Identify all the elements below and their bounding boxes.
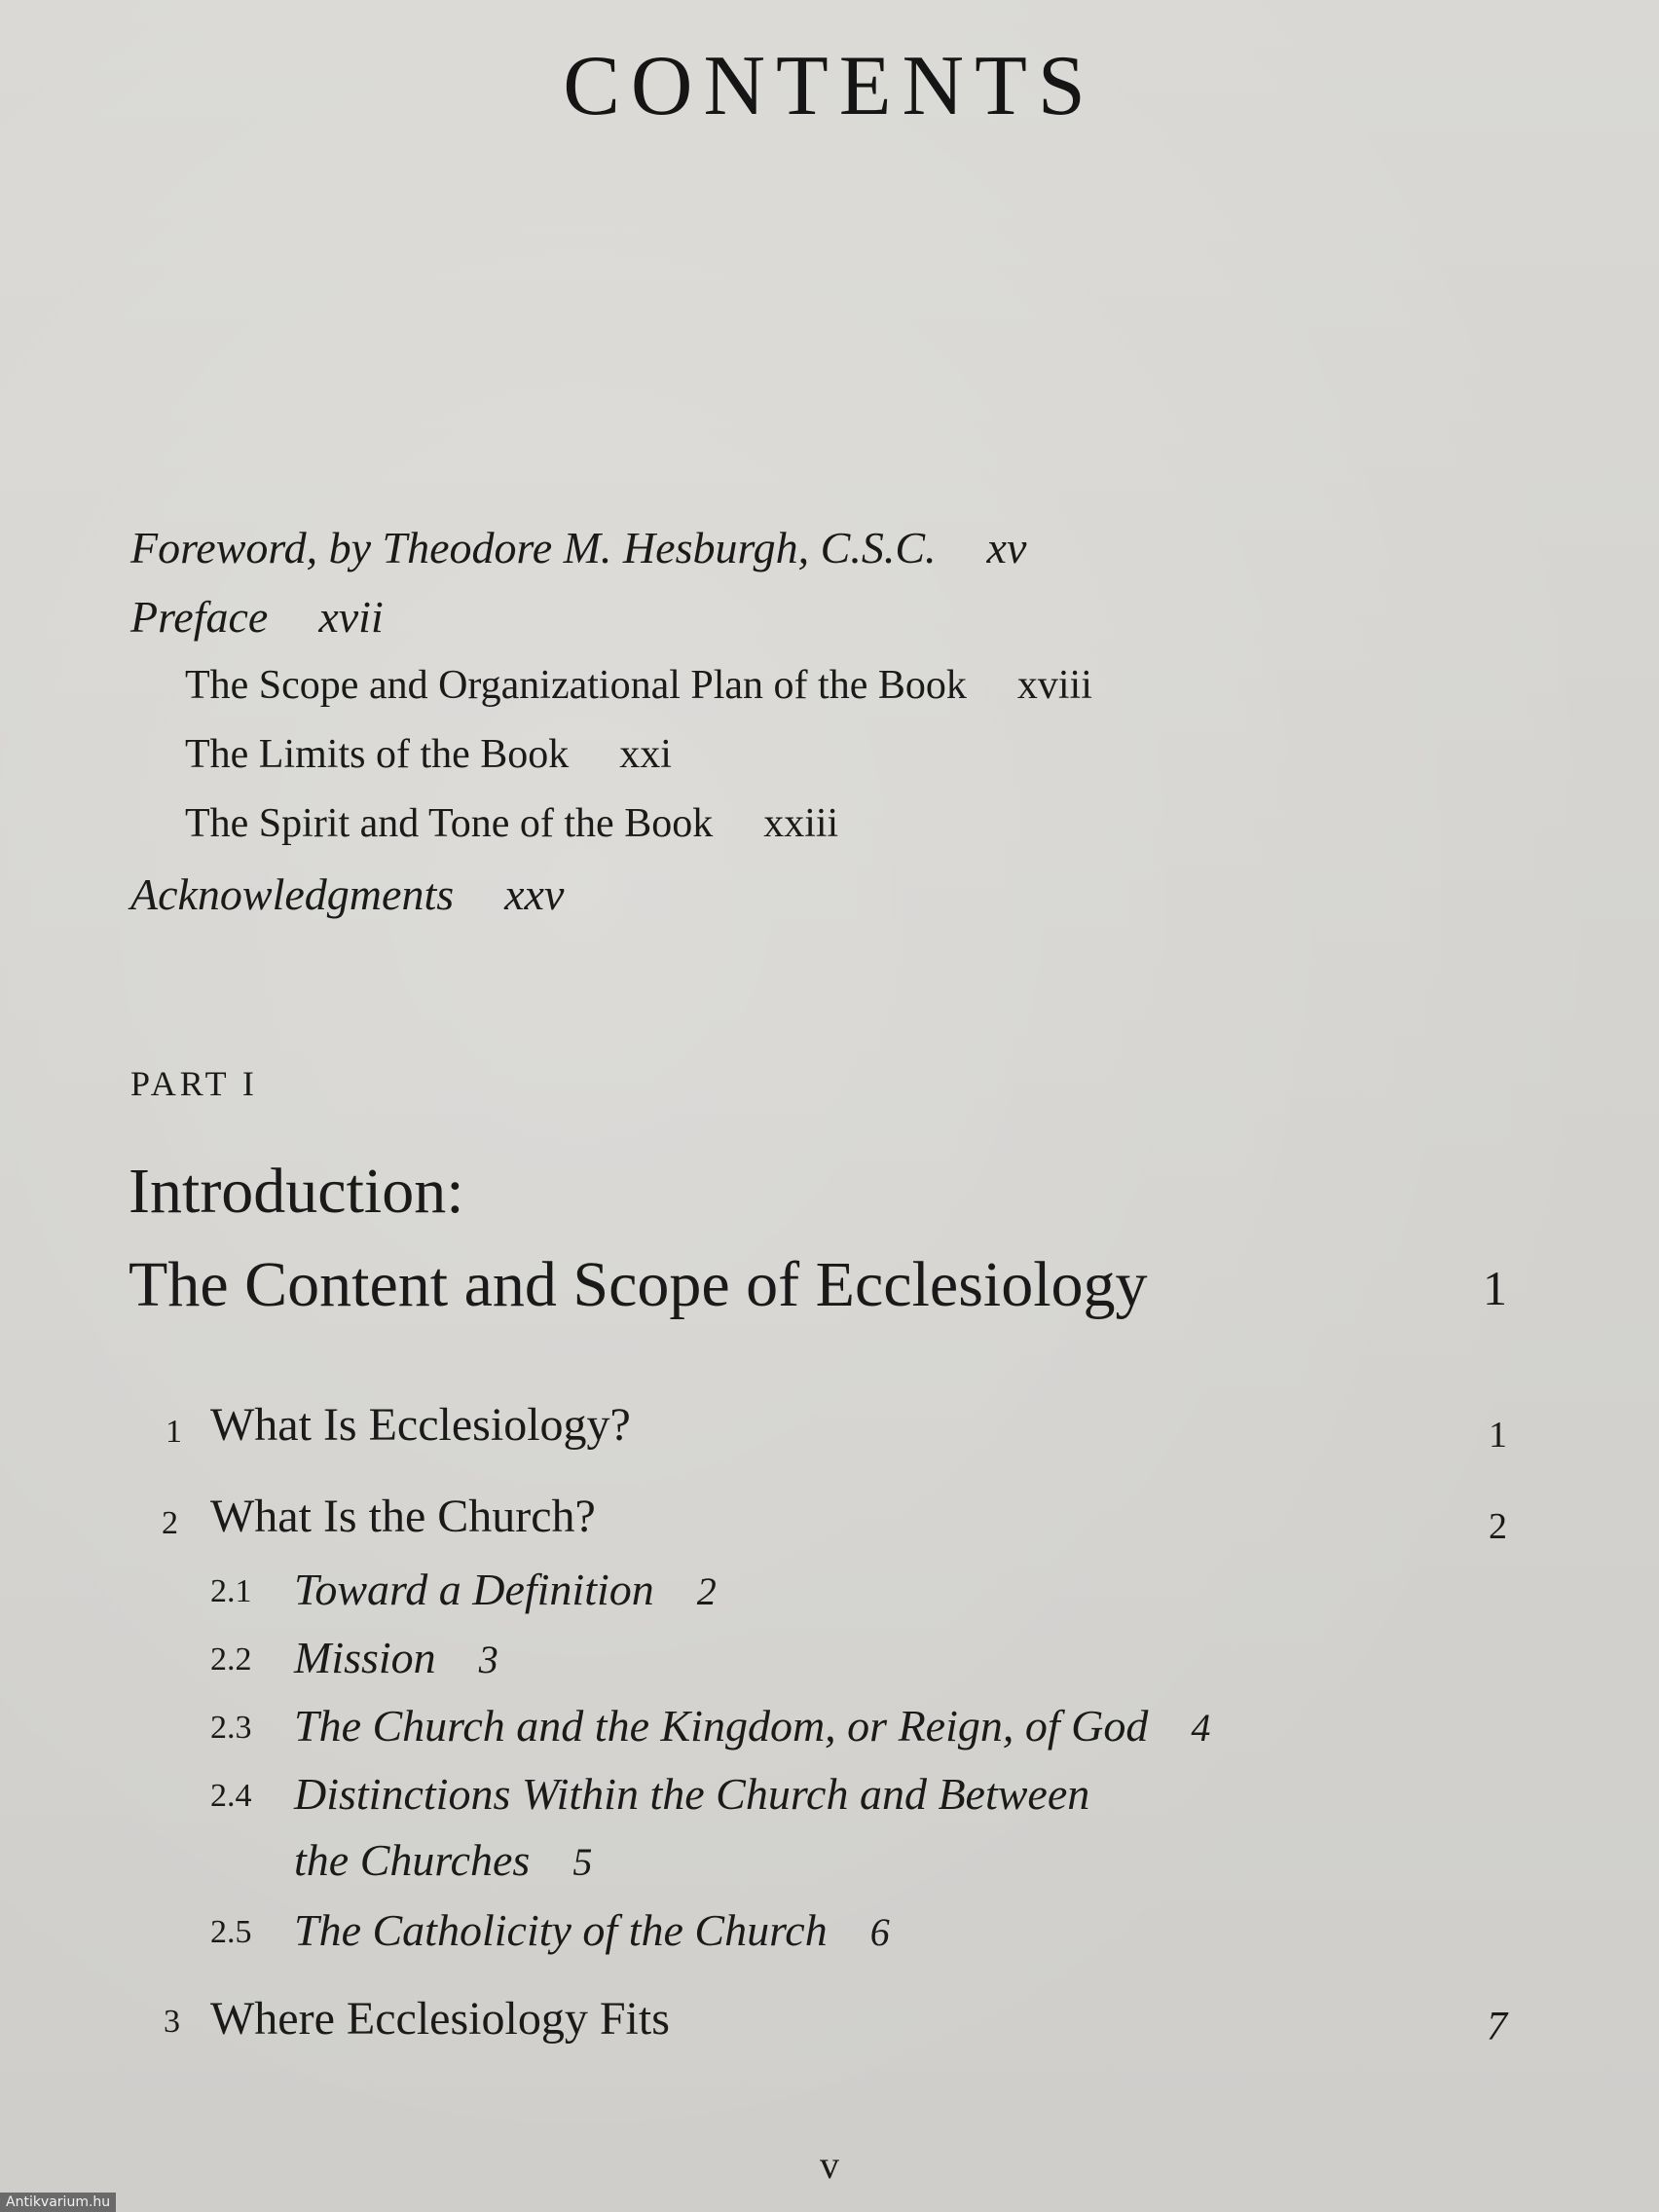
section-label: Toward a Definition [294,1565,654,1614]
entry-label: The Limits of the Book [185,732,570,777]
part-title-line1[interactable]: Introduction: [129,1156,464,1227]
section-label: The Catholicity of the Church [294,1905,828,1955]
toc-entry-preface[interactable] [130,591,384,643]
part-title-line2[interactable]: The Content and Scope of Ecclesiology [129,1249,1148,1320]
site-watermark: Antikvarium.hu [0,2193,116,2212]
part-label: PART I [130,1064,258,1103]
section-title-line1[interactable] [294,1768,1089,1820]
section-number: 2.1 [210,1573,252,1609]
section-page: 6 [869,1910,890,1954]
section-title[interactable] [294,1700,1210,1751]
section-title[interactable] [294,1904,890,1956]
toc-entry-spirit[interactable] [185,800,838,847]
section-page: 5 [572,1840,593,1884]
chapter-number: 2 [162,1505,178,1541]
chapter-page: 7 [1487,2005,1507,2049]
entry-page: xxi [619,732,672,777]
chapter-title[interactable]: What Is the Church? [210,1491,596,1542]
entry-label: Acknowledgments [130,869,455,919]
section-label: Mission [294,1633,436,1682]
section-number: 2.5 [210,1914,252,1950]
chapter-title[interactable]: Where Ecclesiology Fits [210,1993,670,2045]
entry-page: xviii [1016,663,1092,708]
entry-page: xvii [318,592,384,642]
part-page: 1 [1483,1261,1507,1315]
section-title[interactable] [294,1632,498,1683]
toc-entry-limits[interactable] [185,731,672,778]
section-page: 4 [1191,1706,1211,1750]
section-page: 3 [478,1638,498,1681]
chapter-page: 1 [1489,1415,1507,1456]
entry-page: xxv [504,869,565,919]
section-page: 2 [696,1569,717,1613]
entry-label: Preface [130,592,269,642]
chapter-number: 3 [164,2004,180,2040]
page-folio: v [820,2143,839,2187]
section-label: The Church and the Kingdom, or Reign, of God [294,1701,1149,1751]
toc-entry-acknowledgments[interactable] [130,868,564,920]
chapter-page: 2 [1489,1506,1507,1547]
section-number: 2.3 [210,1710,252,1746]
section-number: 2.4 [210,1778,252,1814]
section-number: 2.2 [210,1641,252,1677]
toc-entry-scope[interactable] [185,662,1092,709]
entry-label: Foreword, by Theodore M. Hesburgh, C.S.C. [130,523,937,572]
chapter-title[interactable]: What Is Ecclesiology? [210,1399,631,1451]
contents-heading: CONTENTS [563,39,1096,133]
entry-label: The Scope and Organizational Plan of the Book [185,663,967,708]
entry-label: The Spirit and Tone of the Book [185,801,714,846]
entry-page: xxiii [763,801,839,846]
toc-entry-foreword[interactable] [130,522,1026,573]
section-title-line2[interactable] [294,1834,592,1886]
section-label: the Churches [294,1835,531,1885]
entry-page: xv [986,523,1027,572]
chapter-number: 1 [166,1414,182,1450]
section-title[interactable] [294,1564,717,1615]
section-label: Distinctions Within the Church and Between [294,1769,1090,1819]
